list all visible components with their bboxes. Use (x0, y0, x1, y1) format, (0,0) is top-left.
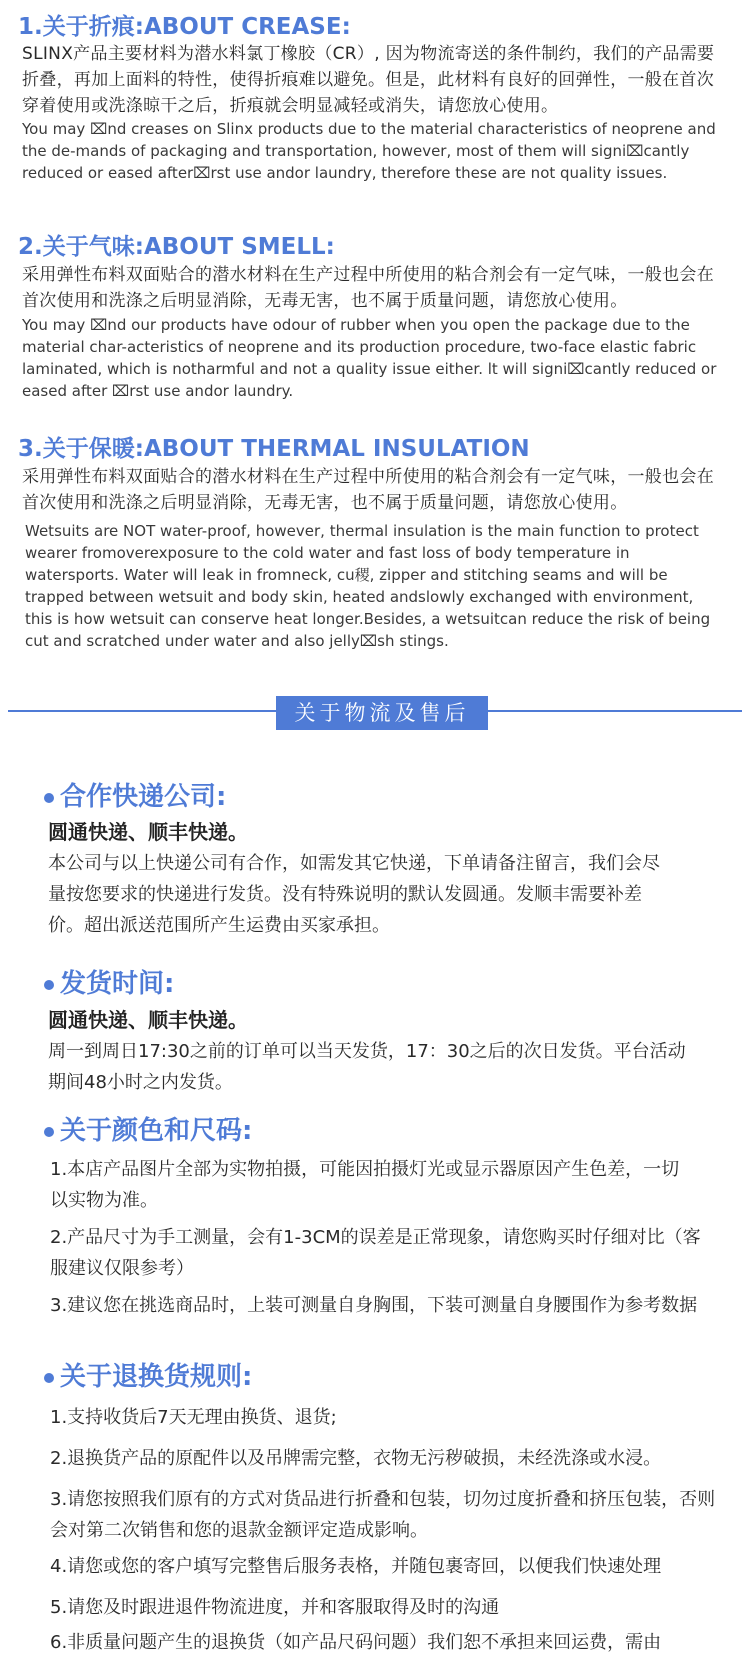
courier-companies: 圆通快递、顺丰快递。 (48, 820, 248, 844)
thermal-zh-text: 采用弹性布料双面贴合的潜水材料在生产过程中所使用的粘合剂会有一定气味，一般也会在首次使用和洗涤之后明显消除，无毒无害，也不属于质量问题，请您放心使用。 (22, 467, 714, 513)
crease-zh-text: SLINX产品主要材料为潜水料氯丁橡胶（CR）, 因为物流寄送的条件制约，我们的产品需要折叠，再加上面料的特性，使得折痕难以避免。但是，此材料有良好的回弹性，一般在首次穿着使用或洗涤晾干之后，折痕就会明显减轻或消失，请您放心使用。 (22, 44, 715, 116)
thermal-heading: 3.关于保暖:ABOUT THERMAL INSULATION (18, 436, 530, 462)
shipping-body: 周一到周日17:30之前的订单可以当天发货，17：30之后的次日发货。平台活动期间48小时之内发货。 (48, 1041, 686, 1093)
returns-item-3: 3.请您按照我们原有的方式对货品进行折叠和包装，切勿过度折叠和挤压包装，否则会对第二次销售和您的退款金额评定造成影响。 (50, 1489, 716, 1541)
returns-heading (44, 1356, 252, 1393)
color-size-heading (44, 1110, 252, 1147)
courier-heading (44, 776, 226, 813)
smell-heading: 2.关于气味:ABOUT SMELL: (18, 234, 335, 260)
thermal-en-text: Wetsuits are NOT water-proof, however, thermal insulation is the main function to protect wearer fromoverexposure to the cold water and fast loss of body temperature in watersports. Water will leak in fromneck, cu稷, zipper and stitching seams and will be trapped between wetsuit and body skin, heated andslowly exchanged with environment, this is how wetsuit can conserve heat longer.Besides, a wetsuitcan reduce the risk of being cut and scratched under water and also jelly⌧sh stings. (25, 522, 711, 650)
returns-item-6: 6.非质量问题产生的退换货（如产品尺码问题）我们恕不承担来回运费，需由 (50, 1632, 662, 1653)
shipping-companies: 圆通快递、顺丰快递。 (48, 1008, 248, 1032)
color-size-item-3: 3.建议您在挑选商品时，上装可测量自身胸围，下装可测量自身腰围作为参考数据 (50, 1295, 698, 1316)
bullet-dot-icon (44, 980, 54, 990)
returns-heading-text: 关于退换货规则: (60, 1362, 253, 1392)
returns-item-2: 2.退换货产品的原配件以及吊牌需完整，衣物无污秽破损，未经洗涤或水浸。 (50, 1448, 662, 1469)
divider-line-left (8, 710, 278, 712)
smell-zh-text: 采用弹性布料双面贴合的潜水材料在生产过程中所使用的粘合剂会有一定气味，一般也会在首次使用和洗涤之后明显消除，无毒无害，也不属于质量问题，请您放心使用。 (22, 265, 714, 311)
crease-en-text: You may ⌧nd creases on Slinx products due to the material characteristics of neoprene and the de-mands of packaging and transportation, however, most of them will signi⌧cantly reduced or eased after⌧rst use andor laundry, therefore these are not quality issues. (22, 120, 716, 182)
shipping-heading (44, 963, 174, 1000)
courier-body: 本公司与以上快递公司有合作，如需发其它快递，下单请备注留言，我们会尽量按您要求的快递进行发货。没有特殊说明的默认发圆通。发顺丰需要补差价。超出派送范围所产生运费由买家承担。 (48, 853, 660, 936)
color-size-item-2: 2.产品尺寸为手工测量，会有1-3CM的误差是正常现象，请您购买时仔细对比（客服建议仅限参考） (50, 1227, 701, 1279)
returns-item-4: 4.请您或您的客户填写完整售后服务表格，并随包裹寄回，以便我们快速处理 (50, 1556, 662, 1577)
color-size-heading-text: 关于颜色和尺码: (60, 1116, 253, 1146)
shipping-heading-text: 发货时间: (60, 969, 175, 999)
divider-line-right (486, 710, 742, 712)
bullet-dot-icon (44, 1373, 54, 1383)
color-size-item-1: 1.本店产品图片全部为实物拍摄，可能因拍摄灯光或显示器原因产生色差，一切以实物为准。 (50, 1159, 680, 1211)
returns-item-1: 1.支持收货后7天无理由换货、退货; (50, 1407, 337, 1428)
bullet-dot-icon (44, 793, 54, 803)
bullet-dot-icon (44, 1127, 54, 1137)
crease-heading: 1.关于折痕:ABOUT CREASE: (18, 14, 351, 40)
logistics-aftersales-banner: 关于物流及售后 (276, 696, 488, 730)
courier-heading-text: 合作快递公司: (60, 782, 227, 812)
returns-item-5: 5.请您及时跟进退件物流进度，并和客服取得及时的沟通 (50, 1597, 500, 1618)
smell-en-text: You may ⌧nd our products have odour of rubber when you open the package due to the material char-acteristics of neoprene and its production procedure, two-face elastic fabric laminated, which is notharmful and not a quality issue either. lt will signi⌧cantly reduced or eased after ⌧rst use andor laundry. (22, 316, 717, 400)
